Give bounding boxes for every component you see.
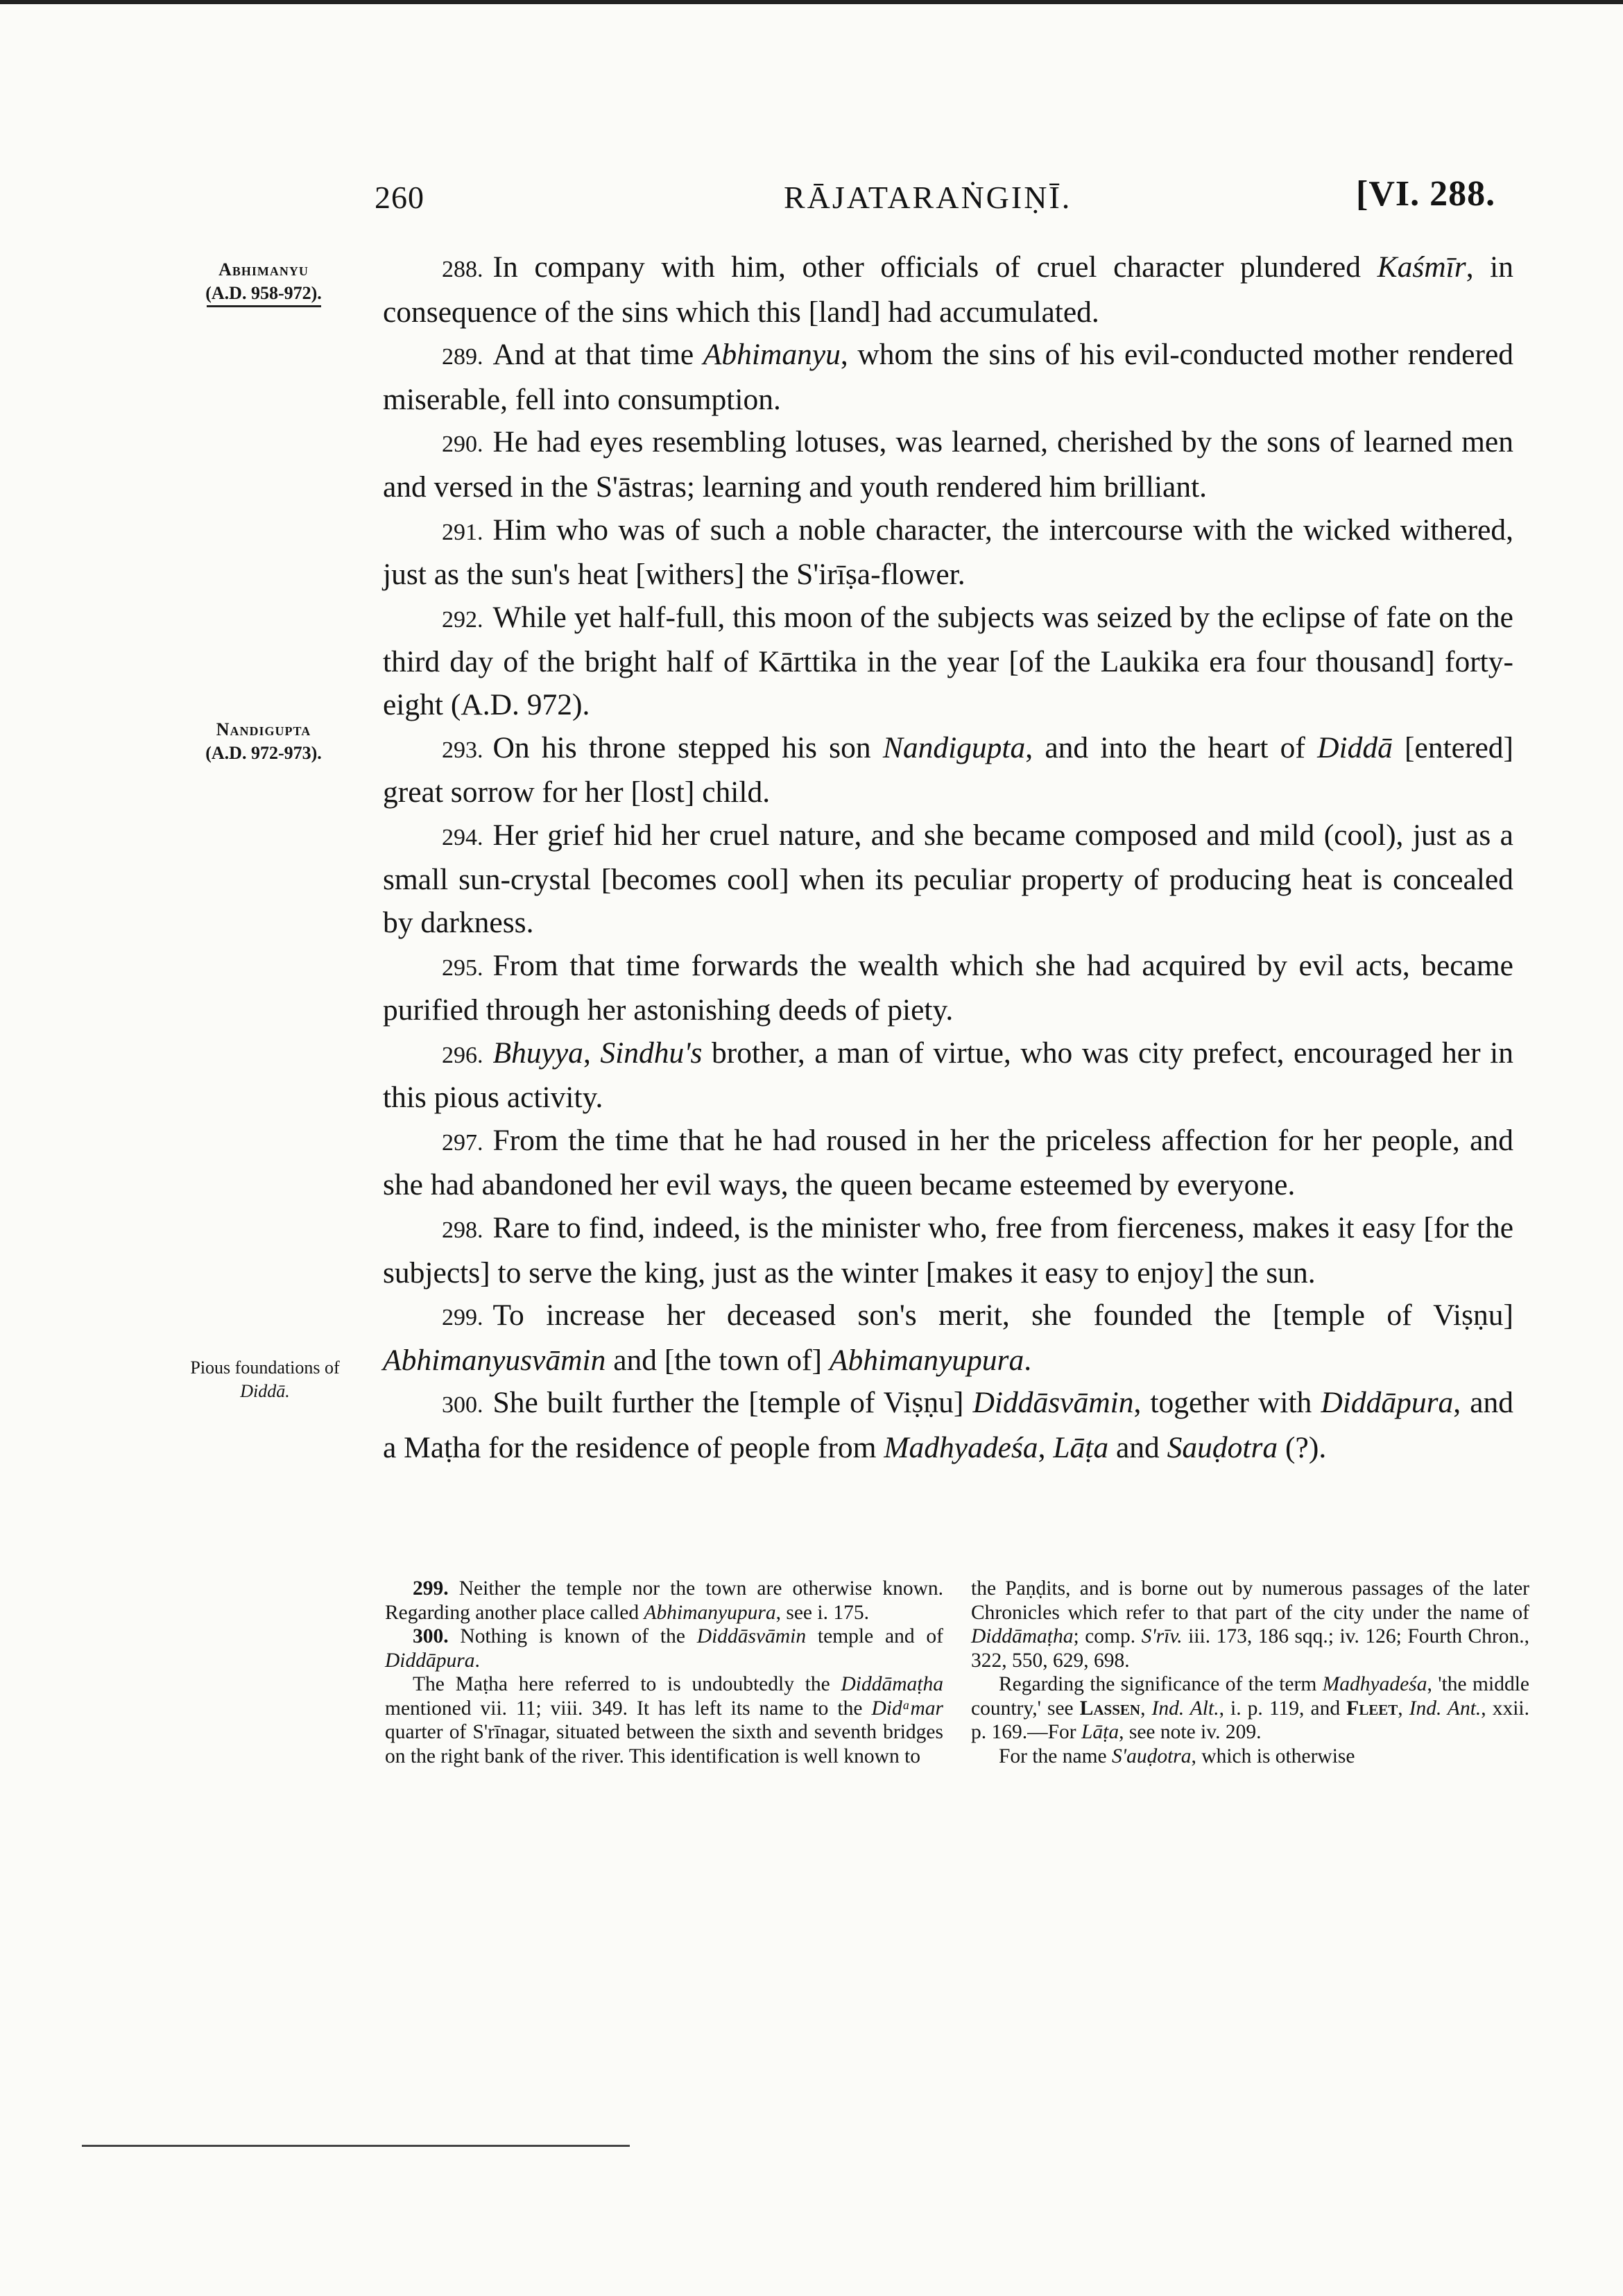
verse-289: 289. And at that time Abhimanyu, whom the sins of his evil-conducted mother rendered miserable, fell into consumption.: [383, 338, 1513, 416]
top-edge-rule: [0, 0, 1623, 4]
footnote-300: 300. Nothing is known of the Diddāsvāmin temple and of Diddāpura.: [385, 1625, 943, 1672]
verse-291: 291. Him who was of such a noble character, the intercourse with the wicked withered, just as the sun's heat [withers] the S'irīṣa-flower.: [383, 513, 1513, 592]
verse-number: 297.: [442, 1129, 483, 1156]
verse-292: 292. While yet half-full, this moon of the subjects was seized by the eclipse of fate on the third day of the bright half of Kārttika in the year [of the Laukika era four thousand] forty-eight (A.D. 972).: [383, 600, 1513, 721]
verse-number: 291.: [442, 519, 483, 545]
verse-number: 288.: [442, 257, 483, 282]
footer-rule: [82, 2145, 630, 2147]
verse-number: 289.: [442, 344, 483, 370]
sidenote-text-italic: Diddā.: [240, 1381, 290, 1401]
sidenote-king-name: Nandigupta: [216, 719, 311, 739]
sidenote-nandigupta: [170, 718, 357, 765]
verse-297: 297. From the time that he had roused in her the priceless affection for her people, and she had abandoned her evil ways, the queen became esteemed by everyone.: [383, 1123, 1513, 1202]
footnotes-right-column: [971, 1577, 1529, 1768]
page-number: 260: [375, 180, 424, 215]
verse-number: 290.: [442, 431, 483, 458]
verse-number: 298.: [442, 1217, 483, 1244]
sidenote-reign-dates: (A.D. 958-972).: [205, 283, 322, 303]
running-title: RĀJATARAṄGIṆĪ.: [784, 180, 1072, 215]
footnote-number: 299.: [413, 1577, 449, 1600]
verse-number: 294.: [442, 824, 483, 850]
sidenote-reign-dates: (A.D. 972-973).: [205, 743, 322, 763]
verse-298: 298. Rare to find, indeed, is the minister who, free from fierceness, makes it easy [for the subjects] to serve the king, just as the winter [makes it easy to enjoy] the sun.: [383, 1211, 1513, 1290]
verse-293: 293. On his throne stepped his son Nandigupta, and into the heart of Diddā [entered] great sorrow for her [lost] child.: [383, 730, 1514, 809]
verse-number: 296.: [442, 1042, 483, 1068]
verse-300: 300. She built further the [temple of Viṣṇu] Diddāsvāmin, together with Diddāpura, and a Maṭha for the residence of people from Madhyadeśa, Lāṭa and Sauḍotra (?).: [383, 1386, 1513, 1465]
verse-number: 300.: [442, 1392, 483, 1419]
verse-number: 295.: [442, 954, 483, 981]
sidenote-text: Pious foundations of: [190, 1357, 340, 1378]
verse-294: 294. Her grief hid her cruel nature, and she became composed and mild (cool), just as a small sun-crystal [becomes cool] when its peculiar property of producing heat is concealed by darkness.: [383, 818, 1513, 939]
verse-299: 299. To increase her deceased son's merit, she founded the [temple of Viṣṇu] Abhimanyusvāmin and [the town of] Abhimanyupura.: [383, 1299, 1513, 1377]
footnote-number: 300.: [413, 1625, 449, 1647]
verse-288: 288. In company with him, other officials of cruel character plundered Kaśmīr, in consequence of the sins which this [land] had accumulated.: [383, 250, 1513, 329]
main-text: [383, 246, 1513, 1470]
footnote-299: 299. Neither the temple nor the town are otherwise known. Regarding another place called Abhimanyupura, see i. 175.: [385, 1577, 943, 1624]
verse-number: 299.: [442, 1305, 483, 1331]
footnote-saudotra: For the name S'auḍotra, which is otherwise: [999, 1745, 1355, 1767]
sidenote-pious-foundations: [154, 1356, 376, 1403]
footnote-matha: The Maṭha here referred to is undoubtedly the Diddāmaṭha mentioned vii. 11; viii. 349. It has left its name to the Didᵃmar quarter of S'rīnagar, situated between the sixth and seventh bridges on the right bank of the river. This identification is well known to: [385, 1673, 943, 1767]
footnote-madhyadesa: Regarding the significance of the term Madhyadeśa, 'the middle country,' see Lassen, Ind. Alt., i. p. 119, and Fleet, Ind. Ant., xxii. p. 169.—For Lāṭa, see note iv. 209.: [971, 1673, 1530, 1743]
verse-296: 296. Bhuyya, Sindhu's brother, a man of virtue, who was city prefect, encouraged her in this pious activity.: [383, 1036, 1513, 1115]
verse-290: 290. He had eyes resembling lotuses, was learned, cherished by the sons of learned men and versed in the S'āstras; learning and youth rendered him brilliant.: [383, 425, 1513, 504]
footnotes-left-column: [385, 1577, 943, 1768]
section-reference: [VI. 288.: [1356, 174, 1496, 214]
footnote-continuation: the Paṇḍits, and is borne out by numerous passages of the later Chronicles which refer to that part of the city under the name of Diddāmaṭha; comp. S'rīv. iii. 173, 186 sqq.; iv. 126; Fourth Chron., 322, 550, 629, 698.: [971, 1577, 1529, 1672]
verse-number: 292.: [442, 606, 483, 633]
verse-295: 295. From that time forwards the wealth which she had acquired by evil acts, became purified through her astonishing deeds of piety.: [383, 948, 1513, 1027]
sidenote-king-name: Abhimanyu: [218, 259, 309, 280]
verse-number: 293.: [442, 737, 483, 763]
sidenote-divider: [207, 305, 321, 307]
sidenote-abhimanyu: [170, 258, 357, 305]
